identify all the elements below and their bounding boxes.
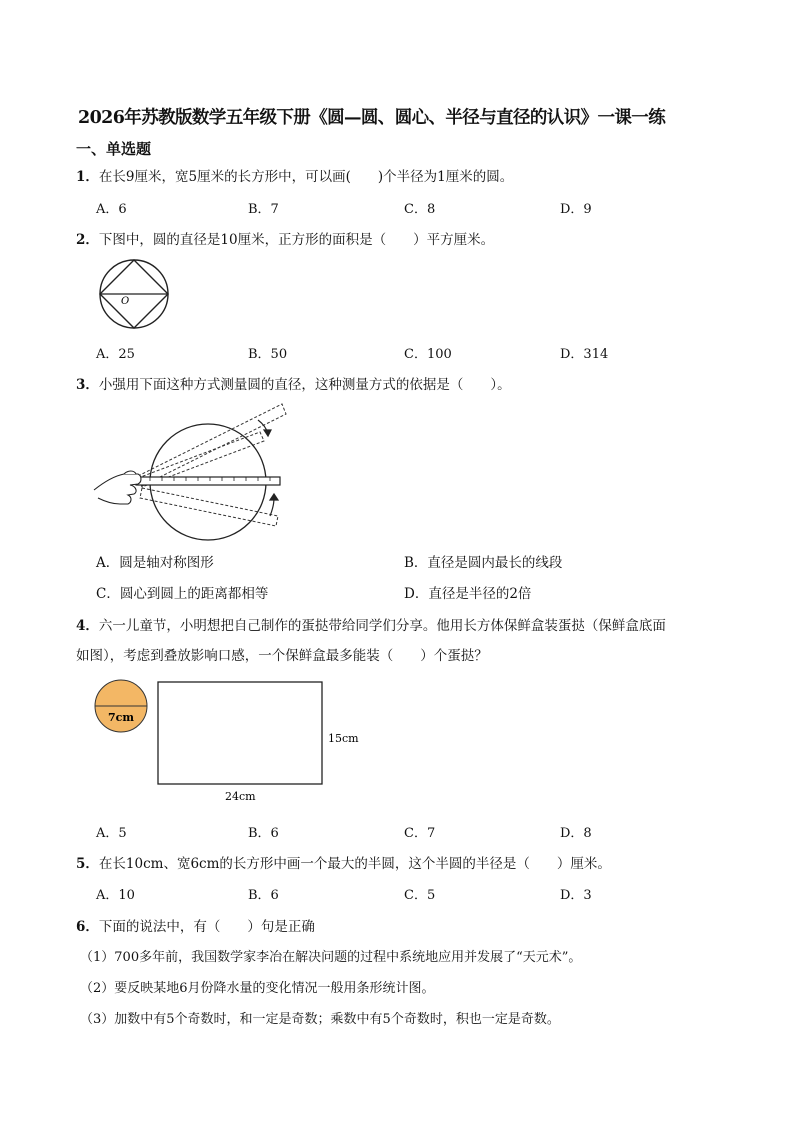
question-text: 在长10cm、宽6cm的长方形中画一个最大的半圆，这个半圆的半径是（ ）厘米。 <box>98 856 611 872</box>
option-a: A．圆是轴对称图形 <box>96 555 214 571</box>
tart-box-figure <box>94 676 364 806</box>
option-d: D．3 <box>560 888 592 903</box>
option-c: C．圆心到圆上的距离都相等 <box>96 586 269 602</box>
option-c: C．8 <box>404 202 436 217</box>
ruler-dashed-3 <box>140 488 278 526</box>
statement-3: （3）加数中有5个奇数时，和一定是奇数；乘数中有5个奇数时，积也一定是奇数。 <box>80 1012 560 1027</box>
question-number: 6． <box>76 919 99 935</box>
option-b: B．7 <box>248 202 279 217</box>
option-b: B．直径是圆内最长的线段 <box>404 555 563 571</box>
question-number: 5． <box>76 856 99 872</box>
question-4-line-1 <box>76 614 666 634</box>
option-c: C．5 <box>404 888 436 903</box>
question-6 <box>76 915 315 935</box>
ruler-dashed-1 <box>138 404 286 486</box>
question-text: 下图中，圆的直径是10厘米，正方形的面积是（ ）平方厘米。 <box>98 232 495 248</box>
question-number: 2． <box>76 232 99 248</box>
question-1 <box>76 165 513 185</box>
option-c: C．100 <box>404 347 452 362</box>
question-number: 4． <box>76 618 99 634</box>
question-text: 六一儿童节，小明想把自己制作的蛋挞带给同学们分享。他用长方体保鲜盒装蛋挞（保鲜盒底面 <box>98 618 666 634</box>
question-text: 下面的说法中，有（ ）句是正确 <box>98 919 315 935</box>
option-a: A．10 <box>96 888 135 903</box>
question-number: 3． <box>76 377 99 393</box>
option-a: A．6 <box>96 202 127 217</box>
question-4-line-2: 如图），考虑到叠放影响口感，一个保鲜盒最多能装（ ）个蛋挞？ <box>76 648 488 664</box>
box-height-label: 15cm <box>328 732 359 745</box>
option-a: A．25 <box>96 347 135 362</box>
box-width-label: 24cm <box>225 790 256 803</box>
circle-square-figure <box>90 256 180 336</box>
option-d: D．直径是半径的2倍 <box>404 586 532 602</box>
option-b: B．50 <box>248 347 288 362</box>
question-3 <box>76 373 511 393</box>
statement-2: （2）要反映某地6月份降水量的变化情况一般用条形统计图。 <box>80 981 435 996</box>
option-c: C．7 <box>404 826 436 841</box>
question-text: 在长9厘米，宽5厘米的长方形中，可以画( )个半径为1厘米的圆。 <box>98 169 514 185</box>
option-d: D．9 <box>560 202 592 217</box>
question-5 <box>76 852 611 872</box>
question-2 <box>76 228 494 248</box>
question-text: 小强用下面这种方式测量圆的直径，这种测量方式的依据是（ ）。 <box>98 377 511 393</box>
option-a: A．5 <box>96 826 127 841</box>
option-d: D．8 <box>560 826 592 841</box>
question-number: 1． <box>76 169 99 185</box>
option-d: D．314 <box>560 347 609 362</box>
ruler-measurement-figure <box>90 398 290 544</box>
box-rectangle <box>158 682 322 784</box>
document-title: 2026年苏教版数学五年级下册《圆—圆、圆心、半径与直径的认识》一课一练 <box>78 108 666 128</box>
option-b: B．6 <box>248 888 279 903</box>
statement-1: （1）700多年前，我国数学家李冶在解决问题的过程中系统地应用并发展了“天元术”。 <box>80 950 582 965</box>
section-heading: 一、单选题 <box>76 140 152 158</box>
center-label: O <box>121 296 130 307</box>
tart-diameter-label: 7cm <box>108 711 134 724</box>
hand-drawing <box>94 471 141 504</box>
option-b: B．6 <box>248 826 279 841</box>
